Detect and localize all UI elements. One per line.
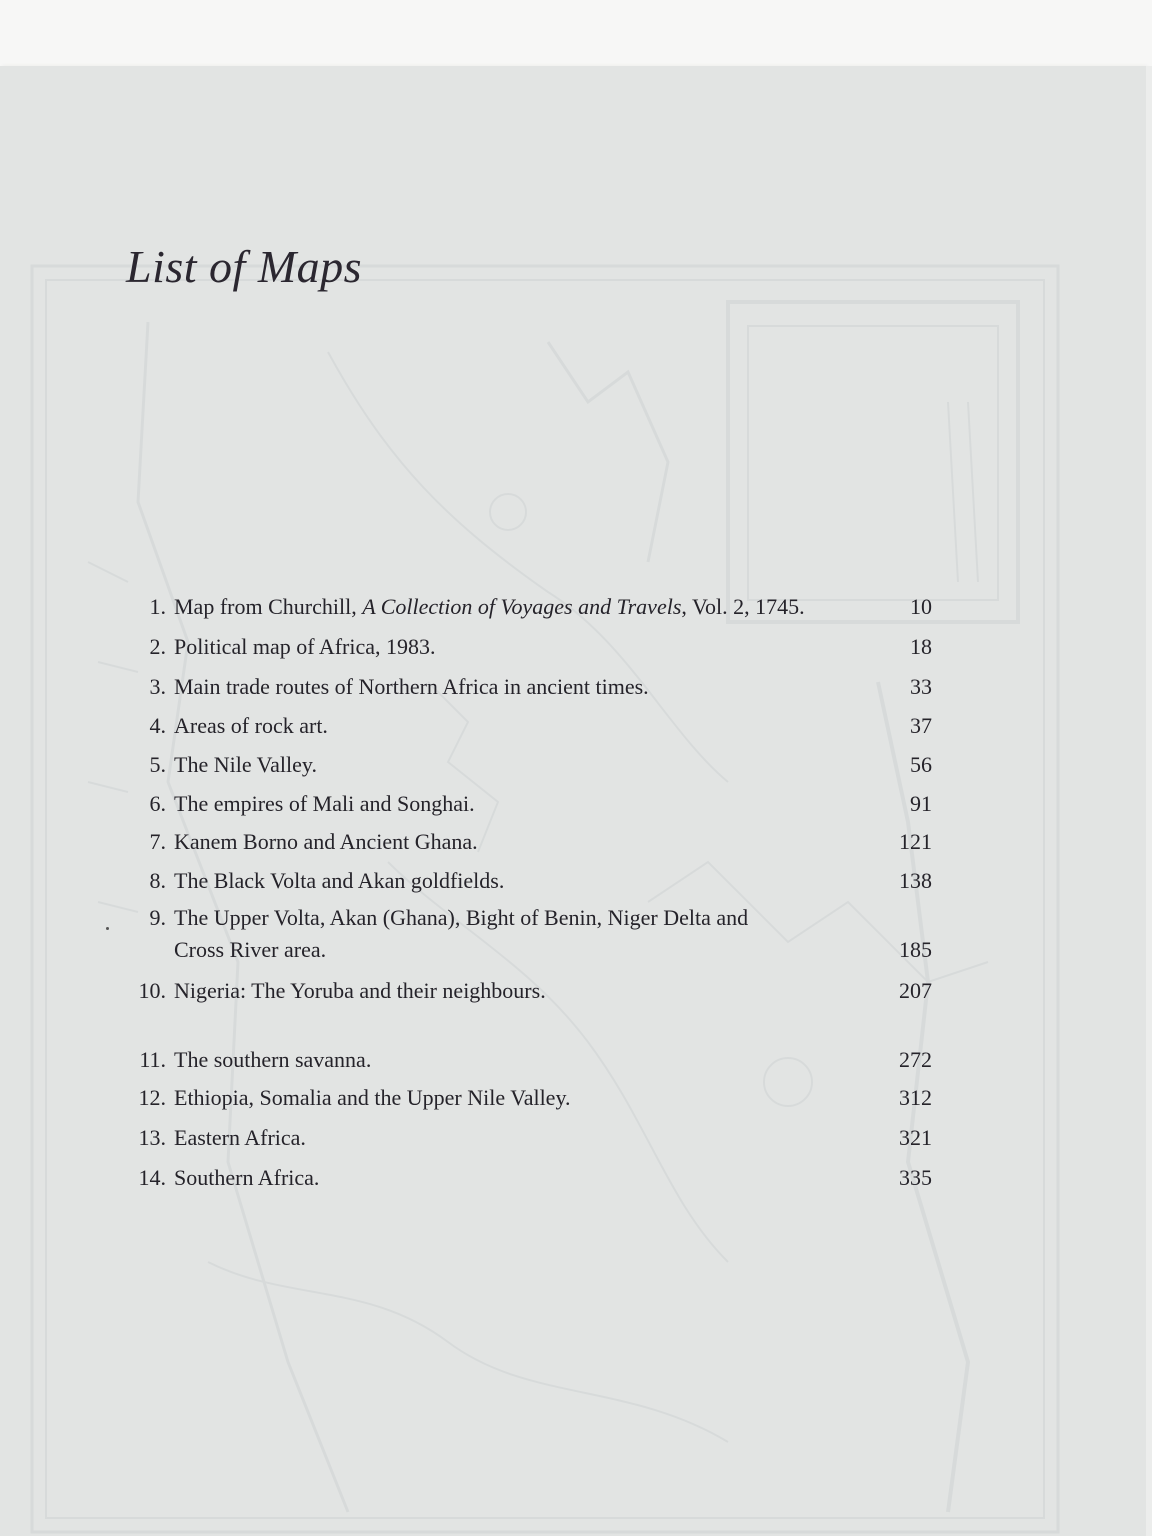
book-title: A Collection of Voyages and Travels bbox=[362, 594, 682, 619]
map-title: The Nile Valley. bbox=[174, 752, 317, 777]
page-number: 37 bbox=[910, 713, 932, 738]
map-title: The southern savanna. bbox=[174, 1047, 372, 1072]
map-title: The empires of Mali and Songhai. bbox=[174, 791, 475, 816]
map-title: Political map of Africa, 1983. bbox=[174, 634, 436, 659]
map-number: 13. bbox=[138, 1125, 166, 1150]
map-title: The Black Volta and Akan goldfields. bbox=[174, 868, 505, 893]
map-number: 12. bbox=[138, 1085, 166, 1110]
map-title: Areas of rock art. bbox=[174, 713, 328, 738]
page-number: 138 bbox=[899, 868, 932, 893]
page-number: 56 bbox=[910, 752, 932, 777]
map-title: Ethiopia, Somalia and the Upper Nile Valley. bbox=[174, 1085, 571, 1110]
page-number: 18 bbox=[910, 634, 932, 659]
page-number: 335 bbox=[899, 1165, 932, 1190]
map-title: Southern Africa. bbox=[174, 1165, 320, 1190]
map-number: 6. bbox=[149, 791, 166, 816]
page-number: 207 bbox=[899, 978, 932, 1003]
map-title: Nigeria: The Yoruba and their neighbours. bbox=[174, 978, 546, 1003]
page-number: 321 bbox=[899, 1125, 932, 1150]
page-number: 312 bbox=[899, 1085, 932, 1110]
map-number: 8. bbox=[149, 868, 166, 893]
page-number: 33 bbox=[910, 674, 932, 699]
map-number: 3. bbox=[149, 674, 166, 699]
map-number: 14. bbox=[138, 1165, 166, 1190]
map-number: 4. bbox=[149, 713, 166, 738]
map-title: Map from Churchill, A Collection of Voyages and Travels, Vol. 2, 1745. bbox=[174, 594, 805, 619]
page-number: 185 bbox=[899, 937, 932, 962]
page-number: 10 bbox=[910, 594, 932, 619]
map-title: Main trade routes of Northern Africa in ancient times. bbox=[174, 674, 649, 699]
map-number: 2. bbox=[149, 634, 166, 659]
page-number: 91 bbox=[910, 791, 932, 816]
map-number: 11. bbox=[139, 1047, 166, 1072]
map-number: 7. bbox=[149, 829, 166, 854]
map-number: 9. bbox=[149, 905, 166, 930]
map-number: 5. bbox=[149, 752, 166, 777]
map-title: Kanem Borno and Ancient Ghana. bbox=[174, 829, 478, 854]
map-number: 1. bbox=[149, 594, 166, 619]
map-title: The Upper Volta, Akan (Ghana), Bight of Benin, Niger Delta and bbox=[174, 905, 749, 930]
page-number: 272 bbox=[899, 1047, 932, 1072]
page-number: 121 bbox=[899, 829, 932, 854]
map-title: Eastern Africa. bbox=[174, 1125, 306, 1150]
ink-speck bbox=[106, 927, 109, 930]
map-title: Cross River area. bbox=[174, 937, 327, 962]
map-number: 10. bbox=[138, 978, 166, 1003]
page-title: List of Maps bbox=[126, 241, 363, 292]
